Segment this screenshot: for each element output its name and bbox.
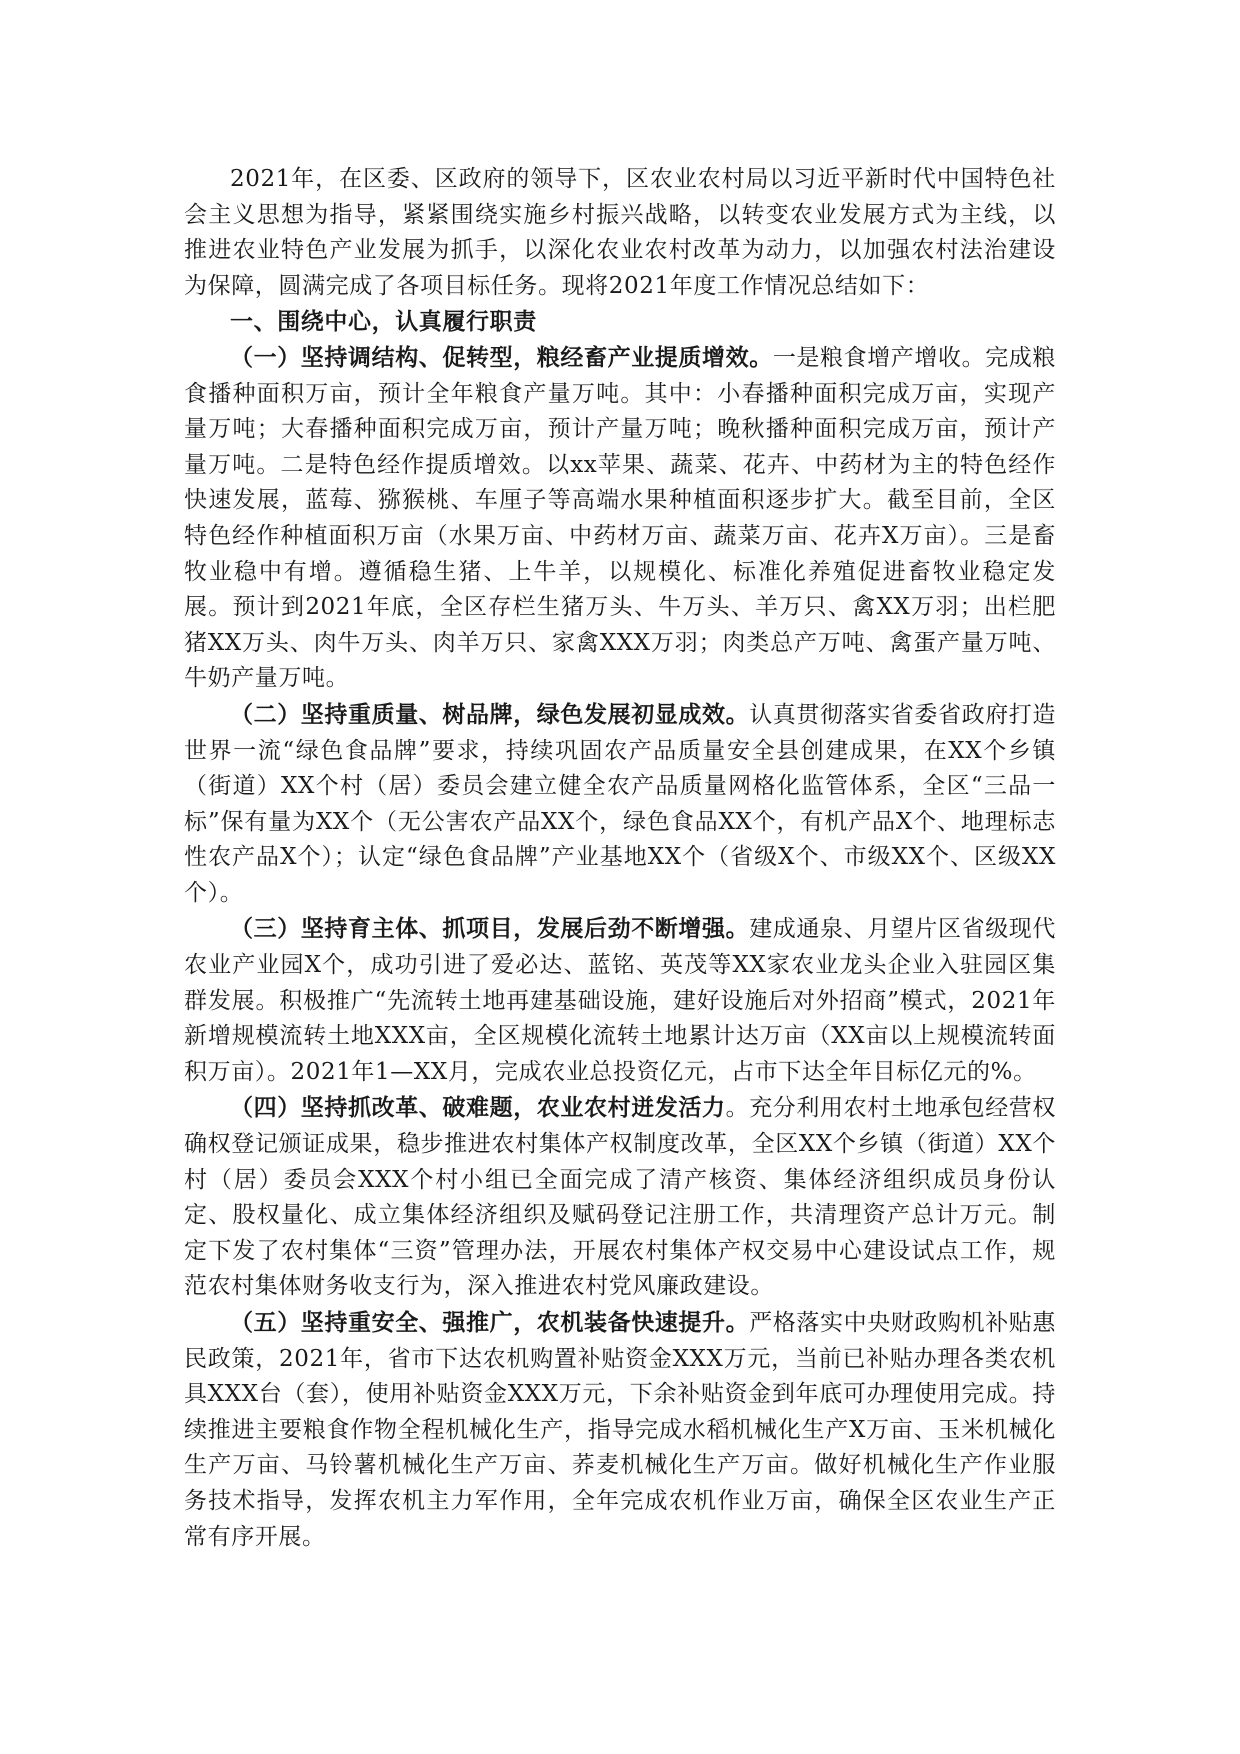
subsection-2-paragraph <box>184 697 1056 912</box>
subsection-5-body: 严格落实中央财政购机补贴惠民政策，2021年，省市下达农机购置补贴资金XXX万元，当前已补贴办理各类农机具XXX台（套），使用补贴资金XXX万元，下余补贴资金到年底可办理使用完成。持续推进主要粮食作物全程机械化生产，指导完成水稻机械化生产X万亩、玉米机械化生产万亩、马铃薯机械化生产万亩、荞麦机械化生产万亩。做好机械化生产作业服务技术指导，发挥农机主力军作用，全年完成农机作业万亩，确保全区农业生产正常有序开展。 <box>184 1310 1057 1550</box>
subsection-4-lead: （四）坚持抓改革、破难题，农业农村迸发活力 <box>230 1094 726 1122</box>
subsection-3-body: 建成通泉、月望片区省级现代农业产业园X个，成功引进了爱必达、蓝铭、英茂等XX家农业龙头企业入驻园区集群发展。积极推广“先流转土地再建基础设施，建好设施后对外招商”模式，2021年新增规模流转土地XXX亩，全区规模化流转土地累计达万亩（XX亩以上规模流转面积万亩）。2021年1—XX月，完成农业总投资亿元，占市下达全年目标亿元的%。 <box>184 916 1057 1085</box>
subsection-2-body: 认真贯彻落实省委省政府打造世界一流“绿色食品牌”要求，持续巩固农产品质量安全县创建成果，在XX个乡镇（街道）XX个村（居）委员会建立健全农产品质量网格化监管体系，全区“三品一标”保有量为XX个（无公害农产品XX个，绿色食品XX个，有机产品X个、地理标志性农产品X个）；认定“绿色食品牌”产业基地XX个（省级X个、市级XX个、区级XX个）。 <box>184 701 1057 906</box>
subsection-4-paragraph <box>184 1090 1056 1305</box>
subsection-1-lead: （一）坚持调结构、促转型，粮经畜产业提质增效。 <box>230 343 773 371</box>
section-heading: 一、围绕中心，认真履行职责 <box>230 308 537 336</box>
intro-paragraph: 2021年，在区委、区政府的领导下，区农业农村局以习近平新时代中国特色社会主义思想为指导，紧紧围绕实施乡村振兴战略，以转变农业发展方式为主线，以推进农业特色产业发展为抓手，以深化农业农村改革为动力，以加强农村法治建设为保障，圆满完成了各项目标任务。现将2021年度工作情况总结如下： <box>184 166 1056 299</box>
subsection-1-body: 一是粮食增产增收。完成粮食播种面积万亩，预计全年粮食产量万吨。其中：小春播种面积完成万亩，实现产量万吨；大春播种面积完成万亩，预计产量万吨；晚秋播种面积完成万亩，预计产量万吨。二是特色经作提质增效。以xx苹果、蔬菜、花卉、中药材为主的特色经作快速发展，蓝莓、猕猴桃、车厘子等高端水果种植面积逐步扩大。截至目前，全区特色经作种植面积万亩（水果万亩、中药材万亩、蔬菜万亩、花卉X万亩）。三是畜牧业稳中有增。遵循稳生猪、上牛羊，以规模化、标准化养殖促进畜牧业稳定发展。预计到2021年底，全区存栏生猪万头、牛万头、羊万只、禽XX万羽；出栏肥猪XX万头、肉牛万头、肉羊万只、家禽XXX万羽；肉类总产万吨、禽蛋产量万吨、牛奶产量万吨。 <box>184 344 1057 692</box>
subsection-5-lead: （五）坚持重安全、强推广，农机装备快速提升。 <box>230 1309 750 1336</box>
document-page <box>184 162 1056 1555</box>
subsection-4-body: 。充分利用农村土地承包经营权确权登记颁证成果，稳步推进农村集体产权制度改革，全区XX个乡镇（街道）XX个村（居）委员会XXX个村小组已全面完成了清产核资、集体经济组织成员身份认定、股权量化、成立集体经济组织及赋码登记注册工作，共清理资产总计万元。制定下发了农村集体“三资”管理办法，开展农村集体产权交易中心建设试点工作，规范农村集体财务收支行为，深入推进农村党风廉政建设。 <box>184 1095 1057 1300</box>
subsection-1-paragraph <box>184 340 1056 697</box>
subsection-5-paragraph <box>184 1305 1056 1555</box>
subsection-3-paragraph <box>184 911 1056 1090</box>
subsection-3-lead: （三）坚持育主体、抓项目，发展后劲不断增强。 <box>230 915 750 943</box>
subsection-2-lead: （二）坚持重质量、树品牌，绿色发展初显成效。 <box>230 700 750 728</box>
